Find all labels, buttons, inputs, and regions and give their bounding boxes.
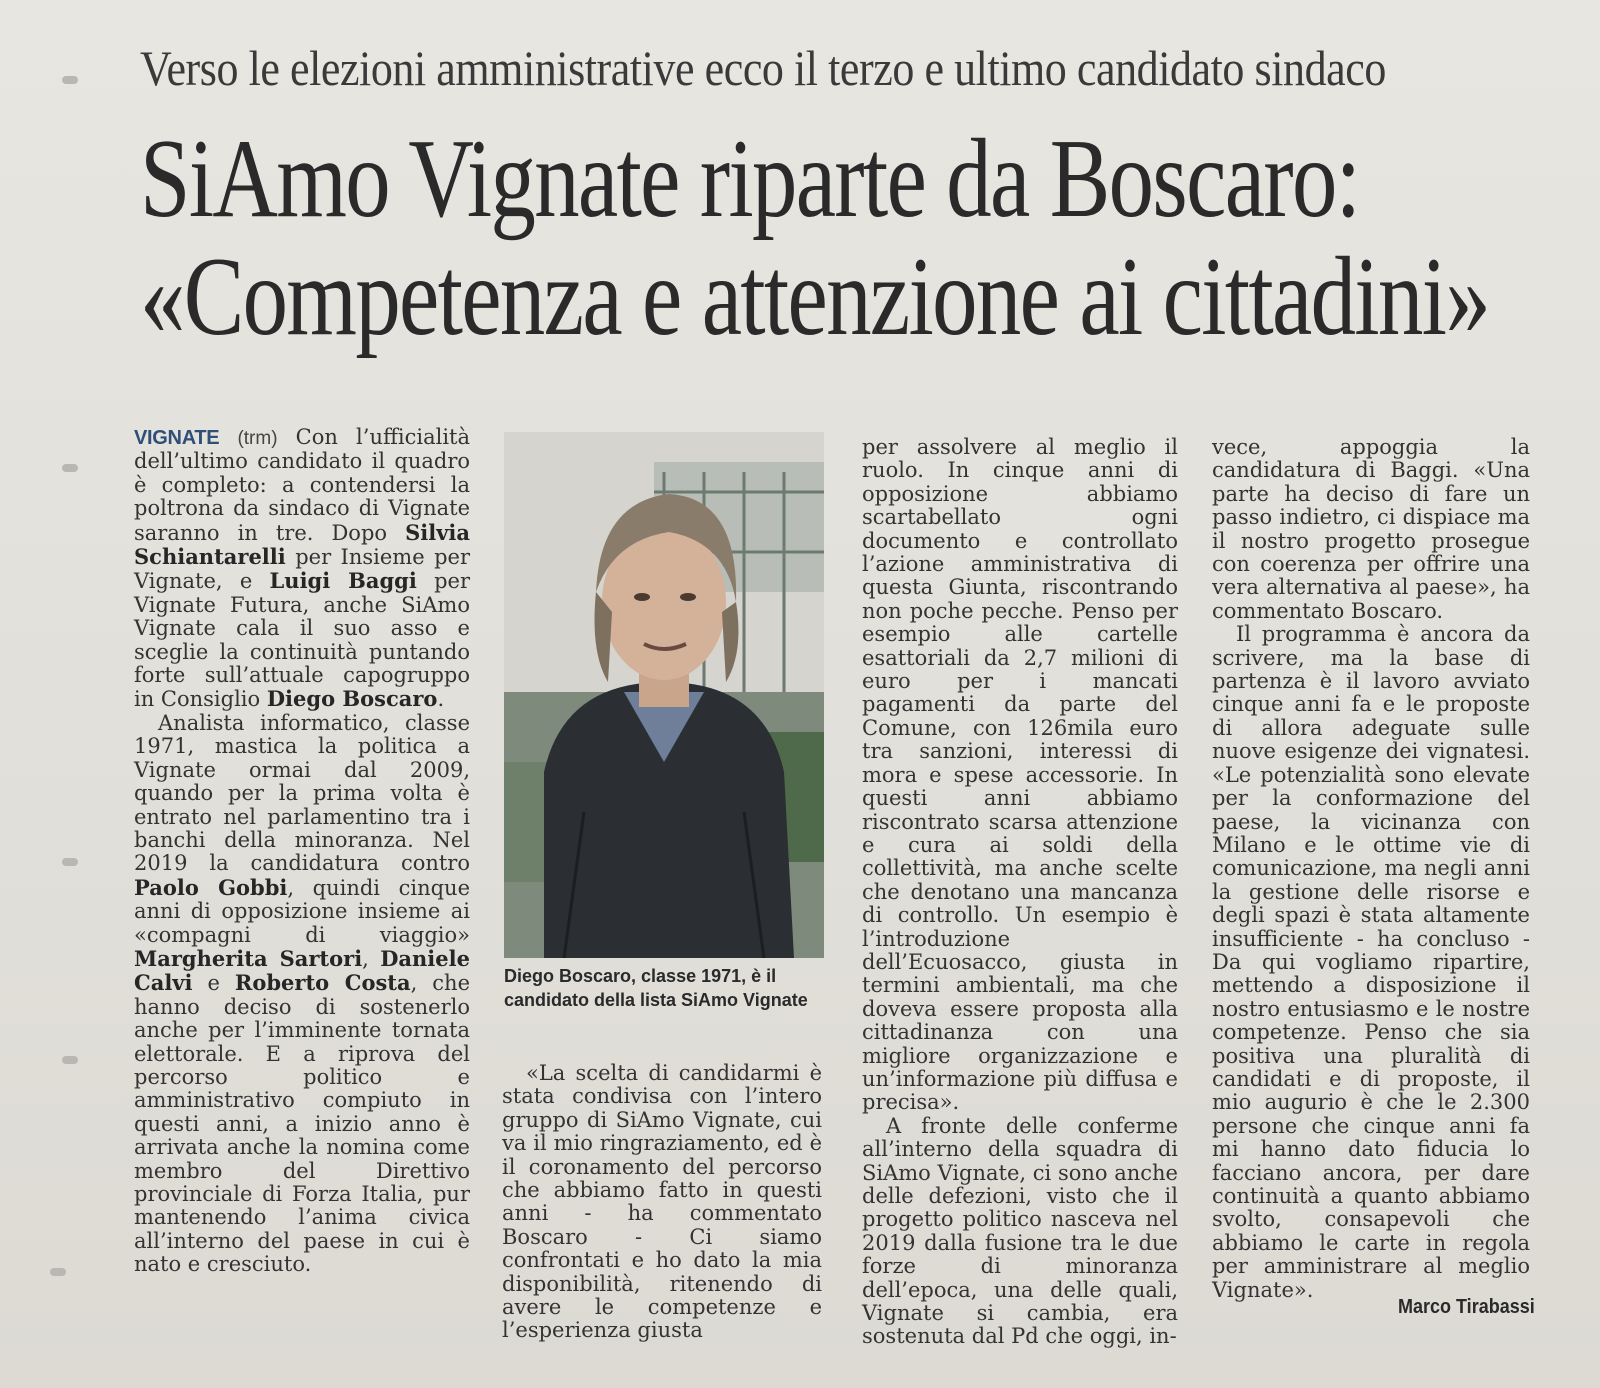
person-name: Margherita Sartori xyxy=(134,945,363,971)
article-column-4 xyxy=(1212,436,1530,1302)
person-name: Luigi Baggi xyxy=(269,568,417,594)
photo-caption: Diego Boscaro, classe 1971, è il candidato della lista SiAmo Vignate xyxy=(504,966,808,1010)
paragraph: A fronte delle conferme all’interno della squadra di SiAmo Vignate, ci sono anche delle defezioni, visto che il progetto politico nasceva nel 2019 dalla fusione tra le due forze di minoranza dell’epoca, una delle quali, Vignate si cambia, era sostenuta dal Pd che oggi, in- xyxy=(862,1113,1178,1349)
article-column-3 xyxy=(862,436,1178,1349)
article-headline xyxy=(140,117,1490,359)
paragraph: vece, appoggia la candidatura di Baggi. «Una parte ha deciso di fare un passo indietro, ci dispiace ma il nostro progetto prosegue con coerenza per offrire una vera alternativa al paese», ha commentato Boscaro. xyxy=(1212,435,1530,623)
paragraph: VIGNATE (trm) Con l’ufficialità dell’ultimo candidato il quadro è completo: a contendersi la poltrona da sindaco di Vignate saranno in tre. Dopo Silvia Schiantarelli per Insieme per Vignate, e Luigi Baggi per Vignate Futura, anche SiAmo Vignate cala il suo asso e sceglie la continuità puntando forte sull’attuale capogruppo in Consiglio Diego Boscaro. xyxy=(134,425,471,712)
author-tag: (trm) xyxy=(237,428,278,449)
article-column-2 xyxy=(502,1062,822,1343)
binder-hole xyxy=(50,1268,66,1276)
paragraph: per assolvere al meglio il ruolo. In cinque anni di opposizione abbiamo scartabellato ogni documento e controllato l’azione amministrativa di questa Giunta, riscontrando non poche pecche. Penso per esempio alle cartelle esattoriali da 2,7 milioni di euro per i mancati pagamenti da parte del Comune, con 126mila euro tra sanzioni, interessi di mora e spese accessorie. In questi anni abbiamo riscontrato scarsa attenzione e cura ai soldi della collettività, ma anche scelte che denotano una mancanza di controllo. Un esempio è l’introduzione dell’Ecuosacco, giusta in termini ambientali, ma che doveva essere proposta alla cittadinanza con una migliore organizzazione e un’informazione più diffusa e precisa». xyxy=(862,435,1178,1115)
byline: Marco Tirabassi xyxy=(1398,1296,1535,1318)
article-column-1 xyxy=(134,426,470,1277)
binder-hole xyxy=(62,1056,78,1064)
dateline: VIGNATE xyxy=(134,427,220,449)
person-name: Roberto Costa xyxy=(234,970,411,996)
binder-hole xyxy=(62,858,78,866)
headline-line-1: SiAmo Vignate riparte da Boscaro: xyxy=(140,117,1360,241)
paragraph: «La scelta di candidarmi è stata condivisa con l’intero gruppo di SiAmo Vignate, cui va il mio ringraziamento, ed è il coronamento del percorso che abbiamo fatto in questi anni - ha commentato Boscaro - Ci siamo confrontati e ho dato la mia disponibilità, ritenendo di avere le competenze e l’esperienza giusta xyxy=(502,1061,822,1343)
binder-hole xyxy=(62,76,78,84)
paragraph: Il programma è ancora da scrivere, ma la base di partenza è il lavoro avviato cinque anni fa e le proposte di allora adeguate sulle nuove esigenze dei vignatesi. «Le potenzialità sono elevate per la conformazione del paese, la vicinanza con Milano e le ottime vie di comunicazione, ma negli anni la gestione delle risorse e degli spazi è stata altamente insufficiente - ha concluso - Da qui vogliamo ripartire, mettendo a disposizione il nostro entusiasmo e le nostre competenze. Penso che sia positiva una pluralità di candidati e di proposte, il mio augurio è che le 2.300 persone che cinque anni fa mi hanno dato fiducia lo facciano ancora, per dare continuità a quanto abbiamo svolto, consapevoli che abbiamo le carte in regola per amministrare al meglio Vignate». xyxy=(1212,622,1530,1302)
article-kicker: Verso le elezioni amministrative ecco il terzo e ultimo candidato sindaco xyxy=(140,40,1386,96)
paragraph: Analista informatico, classe 1971, mastica la politica a Vignate ormai dal 2009, quando per la prima volta è entrato nel parlamentino tra i banchi della minoranza. Nel 2019 la candidatura contro Paolo Gobbi, quindi cinque anni di opposizione insieme ai «compagni di viaggio» Margherita Sartori, Daniele Calvi e Roberto Costa, che hanno deciso di sostenerlo anche per l’imminente tornata elettorale. E a riprova del percorso politico e amministrativo compiuto in questi anni, a inizio anno è arrivata anche la nomina come membro del Direttivo provinciale di Forza Italia, pur mantenendo l’anima civica all’interno del paese in cui è nato e cresciuto. xyxy=(134,710,471,1277)
person-name: Daniele Calvi xyxy=(134,945,470,996)
person-name: Silvia Schiantarelli xyxy=(134,519,470,570)
person-name: Diego Boscaro xyxy=(266,686,438,712)
headline-line-2: «Competenza e attenzione ai cittadini» xyxy=(140,235,1490,359)
portrait-illustration xyxy=(504,432,824,958)
binder-hole xyxy=(62,464,78,472)
person-name: Paolo Gobbi xyxy=(134,874,288,900)
candidate-photo xyxy=(504,432,824,958)
